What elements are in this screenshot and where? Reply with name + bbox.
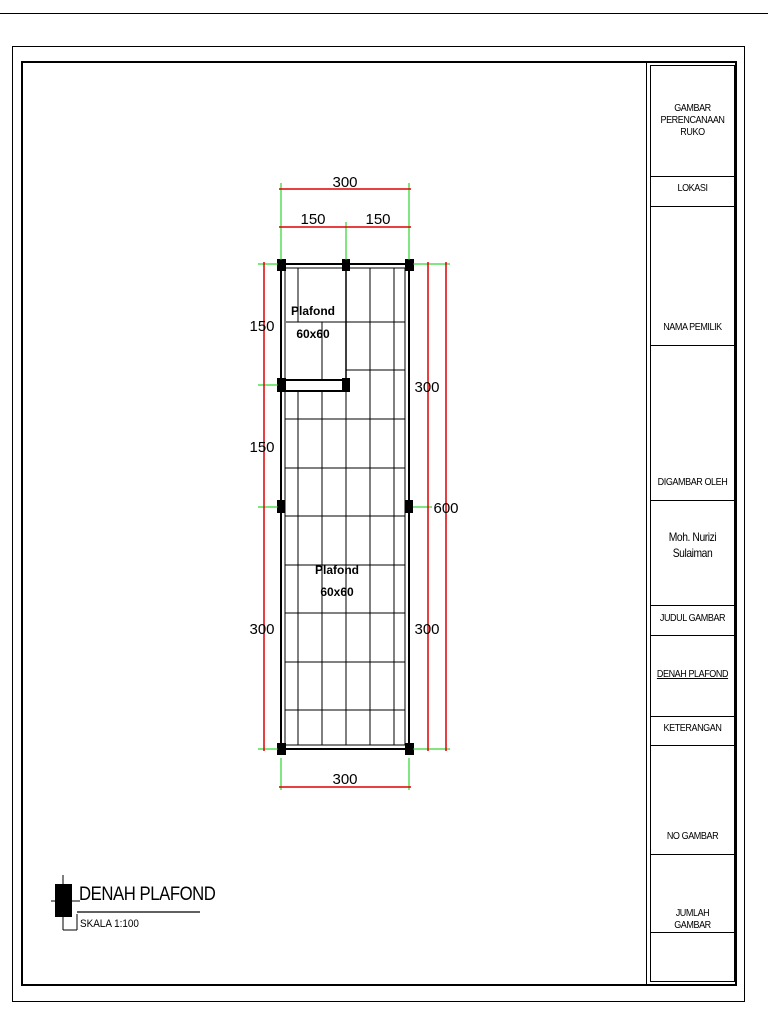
column <box>277 500 285 513</box>
column <box>342 378 350 392</box>
dim-left-upper: 150 <box>249 318 275 335</box>
title-block-drawing-number-label: NO GAMBAR <box>666 830 719 842</box>
room-label-name: Plafond <box>291 304 335 318</box>
column <box>277 378 286 392</box>
room-label-size: 60x60 <box>320 585 354 599</box>
extension-lines <box>258 183 450 790</box>
room-label-name: Plafond <box>315 563 359 577</box>
dim-right-upper: 300 <box>414 379 440 396</box>
column <box>342 259 350 271</box>
title-block-drawing-title-value: DENAH PLAFOND <box>656 668 729 680</box>
title-block-drawing-count-label: JUMLAH GAMBAR <box>674 907 711 931</box>
title-block-notes-label: KETERANGAN <box>663 722 722 734</box>
dim-top-right: 150 <box>365 211 391 228</box>
dimension-lines <box>264 189 446 787</box>
column <box>277 259 286 271</box>
dim-left-lower: 300 <box>249 621 275 638</box>
drawing-legend <box>52 880 216 940</box>
column <box>405 259 414 271</box>
column <box>277 743 286 755</box>
title-block-location-label: LOKASI <box>677 182 708 194</box>
column <box>405 500 413 513</box>
title-block-drawn-by-label: DIGAMBAR OLEH <box>657 476 728 488</box>
dim-right-total: 600 <box>433 500 459 517</box>
column <box>405 743 414 755</box>
title-block-project-label: GAMBAR PERENCANAAN RUKO <box>660 102 725 138</box>
room-labels <box>291 304 359 599</box>
dim-top-total: 300 <box>332 174 358 191</box>
dim-right-lower: 300 <box>414 621 440 638</box>
room-label-size: 60x60 <box>296 327 330 341</box>
title-block-drawing-title-label: JUDUL GAMBAR <box>659 612 726 624</box>
title-block-owner-label: NAMA PEMILIK <box>663 321 722 333</box>
dim-left-middle: 150 <box>249 439 275 456</box>
title-block-drawn-by-value: Moh. Nurizi Sulaiman <box>668 530 717 560</box>
legend-title: DENAH PLAFOND <box>79 884 216 905</box>
dim-top-left: 150 <box>300 211 326 228</box>
dim-bottom-total: 300 <box>332 771 358 788</box>
legend-scale: SKALA 1:100 <box>80 918 139 930</box>
